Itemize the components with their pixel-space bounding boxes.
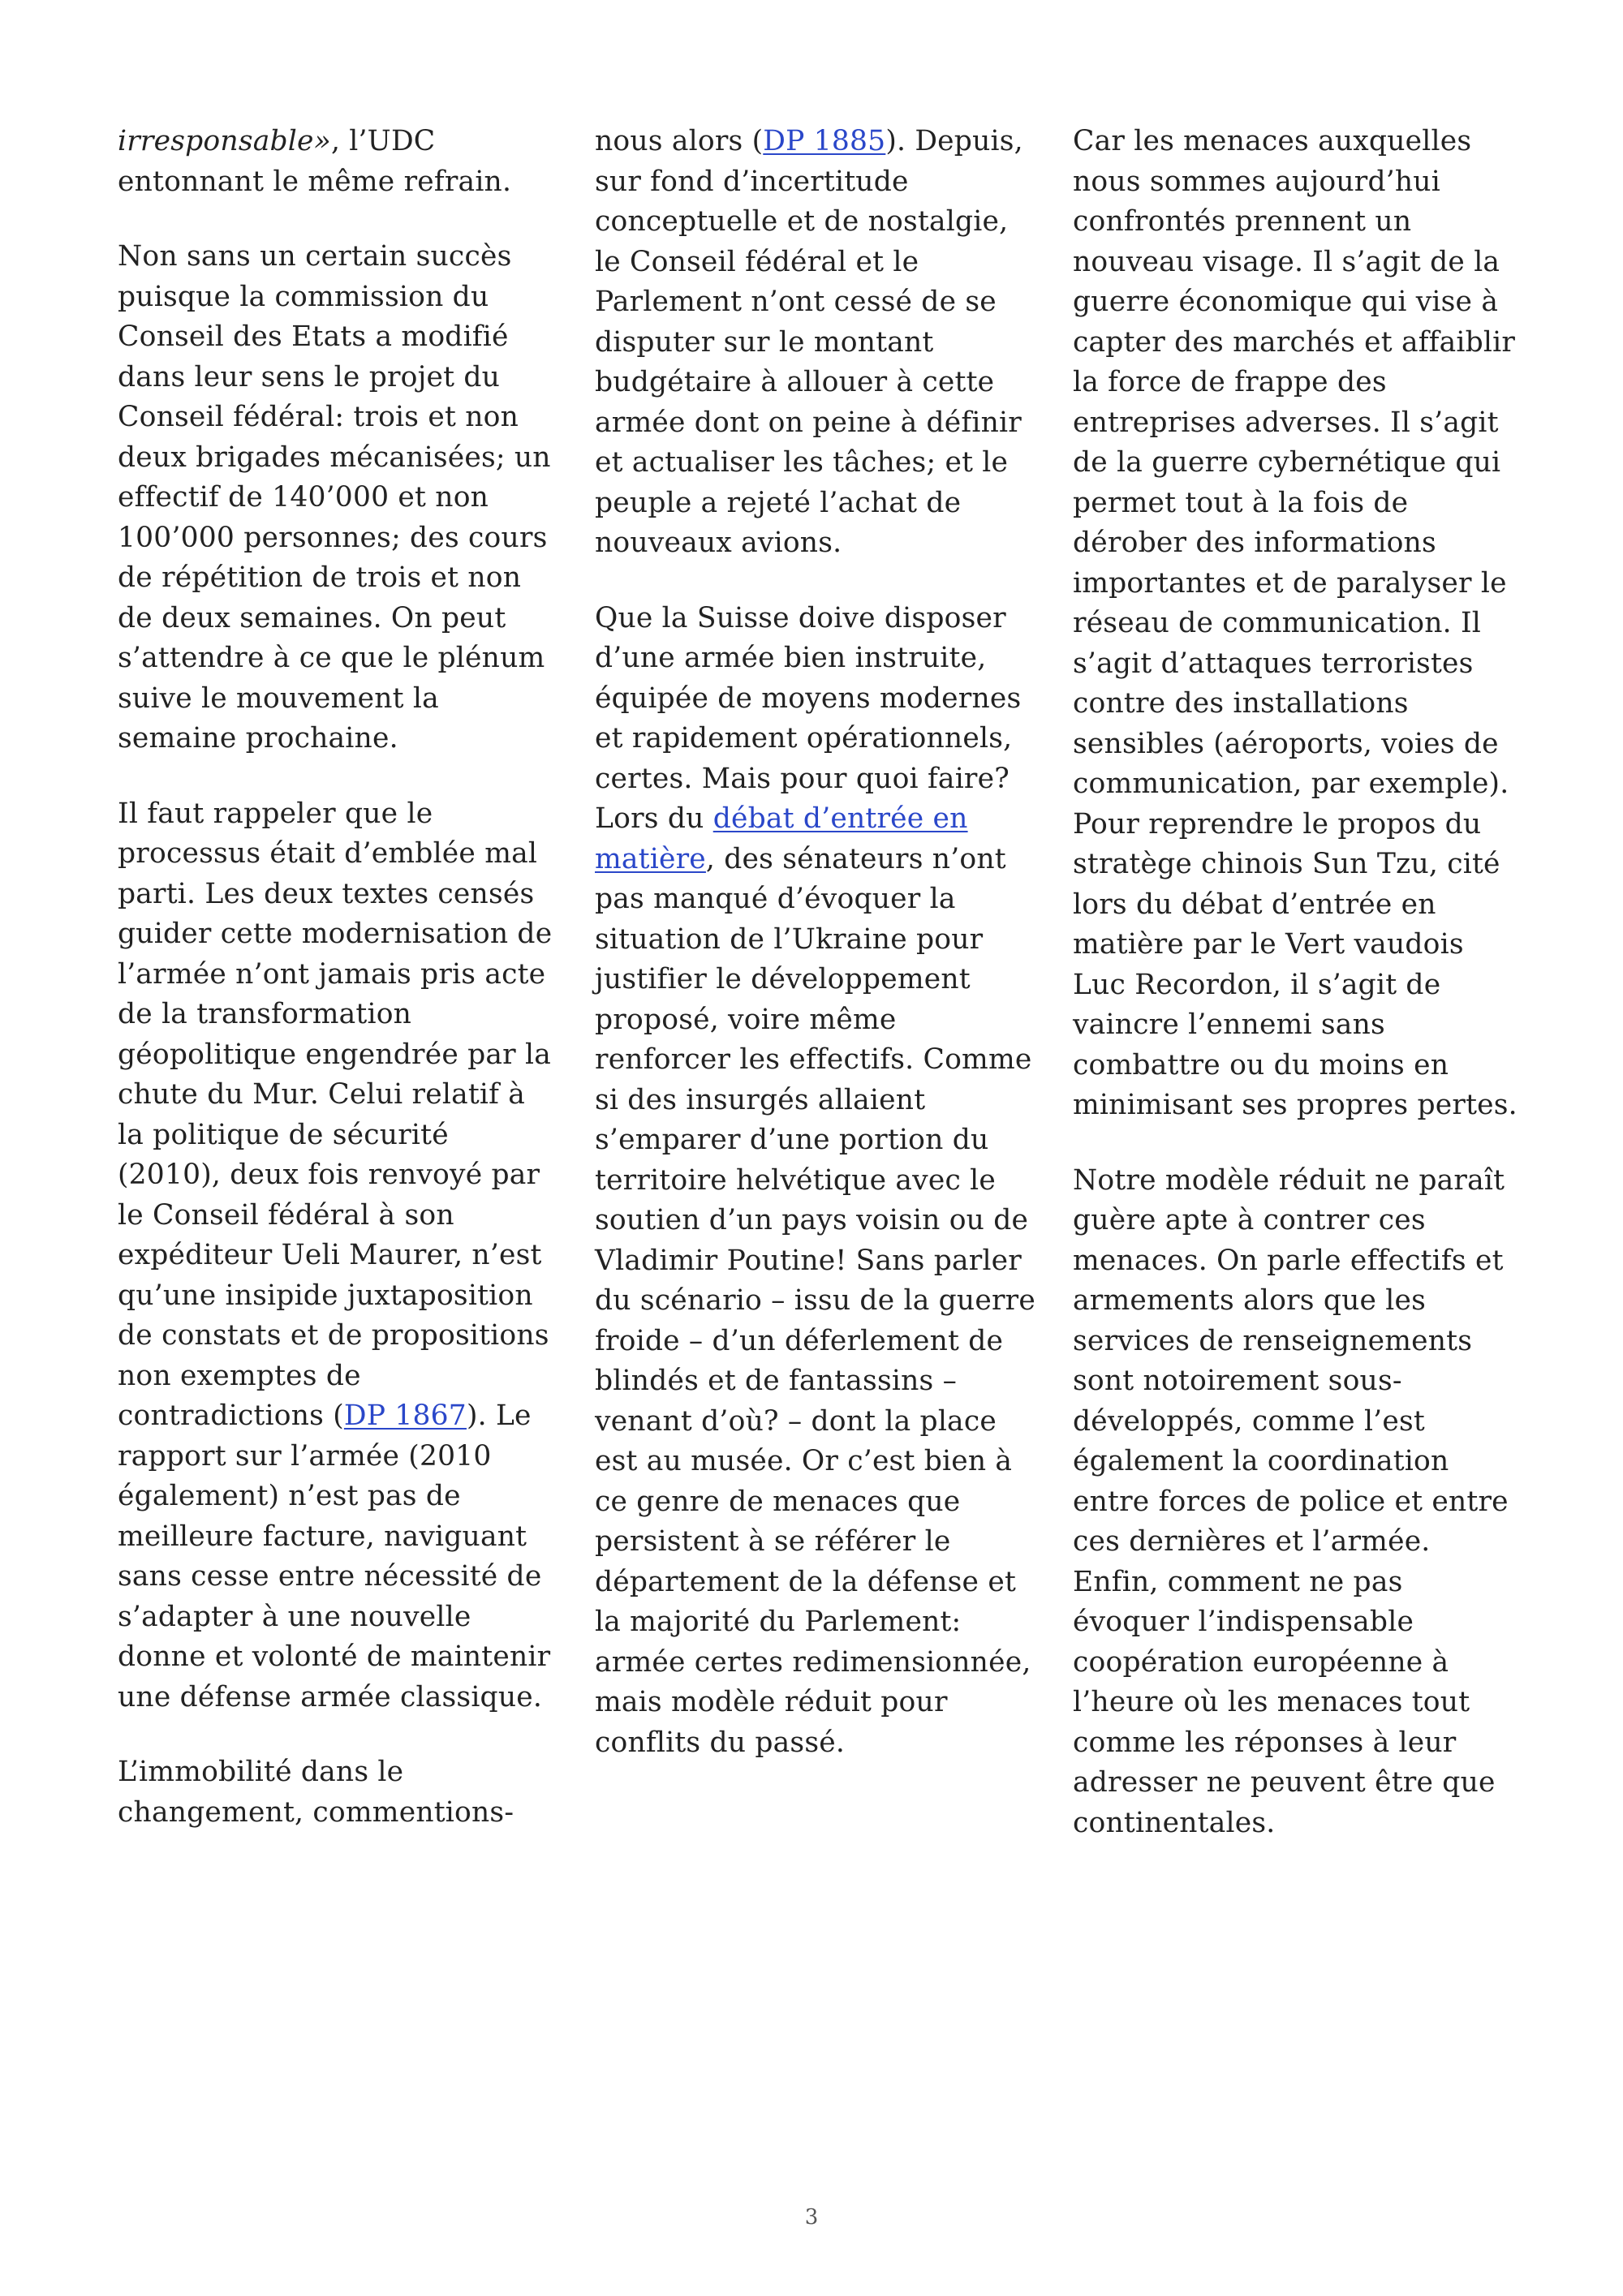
- text-run: Notre modèle réduit ne paraît guère apte à contrer ces menaces. On parle effectifs et armements alors que les services de renseignements sont notoirement sous-développés, comme l’est également la coordination entre forces de police et entre ces dernières et l’armée. Enfin, comment ne pas évoquer l’indispensable coopération européenne à l’heure où les menaces tout comme les réponses à leur adresser ne peuvent être que continentales.: [1073, 1163, 1509, 1839]
- text-run: ). Le rapport sur l’armée (2010 également) n’est pas de meilleure facture, naviguant sans cesse entre nécessité de s’adapter à une nouvelle donne et volonté de maintenir une défense armée classique.: [118, 1400, 551, 1713]
- page-number: 3: [804, 2205, 819, 2229]
- paragraph: [118, 1752, 560, 1833]
- text-run: nous alors (: [595, 125, 764, 157]
- paragraph: [118, 122, 560, 202]
- text-run: , l’UDC entonnant le même refrain.: [118, 125, 512, 198]
- link-debat-entree-en-matiere[interactable]: débat d’entrée en matière: [595, 802, 968, 875]
- text-column-1: [118, 122, 560, 1833]
- text-run: Que la Suisse doive disposer d’une armée bien instruite, équipée de moyens modernes et rapidement opérationnels, certes. Mais pour quoi faire? Lors du: [595, 601, 1022, 835]
- text-run: ). Depuis, sur fond d’incertitude conceptuelle et de nostalgie, le Conseil fédéral et le Parlement n’ont cessé de se disputer sur le montant budgétaire à allouer à cette armée dont on peine à définir et actualiser les tâches; et le peuple a rejeté l’achat de nouveaux avions.: [595, 125, 1023, 559]
- paragraph: [118, 237, 560, 759]
- text-column-2: [595, 122, 1037, 1763]
- text-column-3: [1073, 122, 1523, 1843]
- link-dp-1885[interactable]: DP 1885: [763, 125, 886, 157]
- paragraph: [1073, 122, 1523, 1126]
- italic-quote-end: irresponsable»: [118, 125, 331, 157]
- paragraph: [595, 599, 1037, 1764]
- paragraph: [595, 122, 1037, 564]
- text-run: L’immobilité dans le changement, commentions-: [118, 1756, 514, 1829]
- text-run: Non sans un certain succès puisque la commission du Conseil des Etats a modifié dans leur sens le projet du Conseil fédéral: trois et non deux brigades mécanisées; un effectif de 140’000 et non 100’000 personnes; des cours de répétition de trois et non de deux semaines. On peut s’attendre à ce que le plénum suive le mouvement la semaine prochaine.: [118, 240, 551, 755]
- link-dp-1867[interactable]: DP 1867: [343, 1400, 467, 1432]
- paragraph: [118, 794, 560, 1718]
- text-run: Car les menaces auxquelles nous sommes aujourd’hui confrontés prennent un nouveau visage. Il s’agit de la guerre économique qui vise à capter des marchés et affaiblir la force de frappe des entreprises adverses. Il s’agit de la guerre cybernétique qui permet tout à la fois de dérober des informations importantes et de paralyser le réseau de communication. Il s’agit d’attaques terroristes contre des installations sensibles (aéroports, voies de communication, par exemple). Pour reprendre le propos du stratège chinois Sun Tzu, cité lors du débat d’entrée en matière par le Vert vaudois Luc Recordon, il s’agit de vaincre l’ennemi sans combattre ou du moins en minimisant ses propres pertes.: [1073, 125, 1518, 1121]
- text-run: , des sénateurs n’ont pas manqué d’évoquer la situation de l’Ukraine pour justifier le développement proposé, voire même renforcer les effectifs. Comme si des insurgés allaient s’emparer d’une portion du territoire helvétique avec le soutien d’un pays voisin ou de Vladimir Poutine! Sans parler du scénario – issu de la guerre froide – d’un déferlement de blindés et de fantassins – venant d’où? – dont la place est au musée. Or c’est bien à ce genre de menaces que persistent à se référer le département de la défense et la majorité du Parlement: armée certes redimensionnée, mais modèle réduit pour conflits du passé.: [595, 842, 1035, 1759]
- paragraph: [1073, 1161, 1523, 1844]
- text-run: Il faut rappeler que le processus était d’emblée mal parti. Les deux textes censés guider cette modernisation de l’armée n’ont jamais pris acte de la transformation géopolitique engendrée par la chute du Mur. Celui relatif à la politique de sécurité (2010), deux fois renvoyé par le Conseil fédéral à son expéditeur Ueli Maurer, n’est qu’une insipide juxtaposition de constats et de propositions non exemptes de contradictions (: [118, 797, 553, 1432]
